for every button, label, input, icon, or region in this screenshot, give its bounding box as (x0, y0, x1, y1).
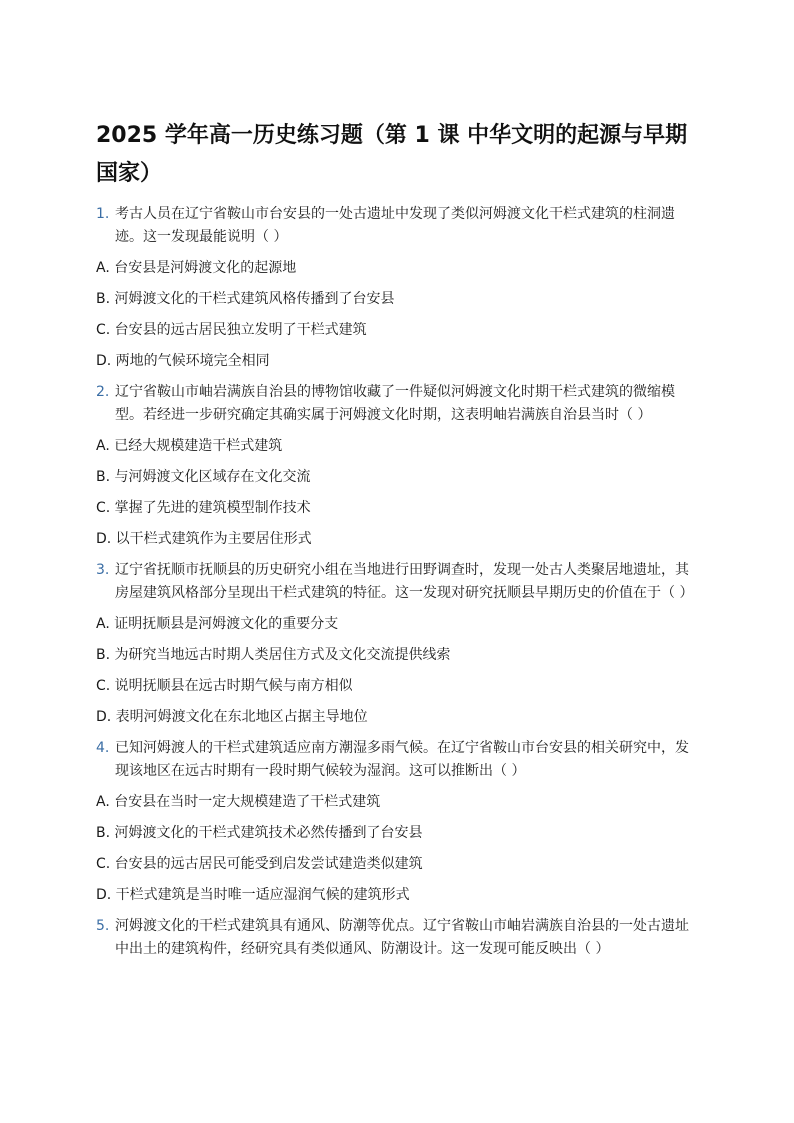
option-c: C. 台安县的远古居民可能受到启发尝试建造类似建筑 (96, 856, 423, 872)
question-2 (96, 381, 701, 427)
question-stem: 辽宁省抚顺市抚顺县的历史研究小组在当地进行田野调查时，发现一处古人类聚居地遗址，其房屋建筑风格部分呈现出干栏式建筑的特征。这一发现对研究抚顺县早期历史的价值在于（ ） (115, 562, 694, 601)
document-title: 2025 学年高一历史练习题（第 1 课 中华文明的起源与早期国家） (96, 123, 688, 186)
option-d: D. 表明河姆渡文化在东北地区占据主导地位 (96, 709, 368, 725)
option-d: D. 两地的气候环境完全相同 (96, 353, 270, 369)
option-d: D. 以干栏式建筑作为主要居住形式 (96, 531, 312, 547)
question-stem: 已知河姆渡人的干栏式建筑适应南方潮湿多雨气候。在辽宁省鞍山市台安县的相关研究中，发现该地区在远古时期有一段时期气候较为湿润。这可以推断出（ ） (115, 740, 689, 779)
option-b: B. 河姆渡文化的干栏式建筑风格传播到了台安县 (96, 291, 395, 307)
question-number: 5. (96, 918, 110, 934)
option-c: C. 掌握了先进的建筑模型制作技术 (96, 500, 311, 516)
question-list (96, 203, 701, 969)
question-4 (96, 737, 701, 783)
question-number: 4. (96, 740, 110, 756)
option-d: D. 干栏式建筑是当时唯一适应湿润气候的建筑形式 (96, 887, 410, 903)
question-stem: 辽宁省鞍山市岫岩满族自治县的博物馆收藏了一件疑似河姆渡文化时期干栏式建筑的微缩模型。若经进一步研究确定其确实属于河姆渡文化时期，这表明岫岩满族自治县当时（ ） (115, 384, 675, 423)
question-stem: 考古人员在辽宁省鞍山市台安县的一处古遗址中发现了类似河姆渡文化干栏式建筑的柱洞遗迹。这一发现最能说明（ ） (115, 206, 675, 245)
question-number: 3. (96, 562, 110, 578)
option-c: C. 说明抚顺县在远古时期气候与南方相似 (96, 678, 353, 694)
option-a: A. 证明抚顺县是河姆渡文化的重要分支 (96, 616, 339, 632)
option-b: B. 与河姆渡文化区域存在文化交流 (96, 469, 311, 485)
option-a: A. 台安县在当时一定大规模建造了干栏式建筑 (96, 794, 381, 810)
question-number: 2. (96, 384, 110, 400)
option-a: A. 台安县是河姆渡文化的起源地 (96, 260, 297, 276)
question-number: 1. (96, 206, 110, 222)
question-5 (96, 915, 701, 961)
question-stem: 河姆渡文化的干栏式建筑具有通风、防潮等优点。辽宁省鞍山市岫岩满族自治县的一处古遗址中出土的建筑构件，经研究具有类似通风、防潮设计。这一发现可能反映出（ ） (115, 918, 689, 957)
option-c: C. 台安县的远古居民独立发明了干栏式建筑 (96, 322, 367, 338)
option-b: B. 河姆渡文化的干栏式建筑技术必然传播到了台安县 (96, 825, 423, 841)
option-b: B. 为研究当地远古时期人类居住方式及文化交流提供线索 (96, 647, 451, 663)
question-3 (96, 559, 701, 605)
option-a: A. 已经大规模建造干栏式建筑 (96, 438, 283, 454)
question-1 (96, 203, 701, 249)
